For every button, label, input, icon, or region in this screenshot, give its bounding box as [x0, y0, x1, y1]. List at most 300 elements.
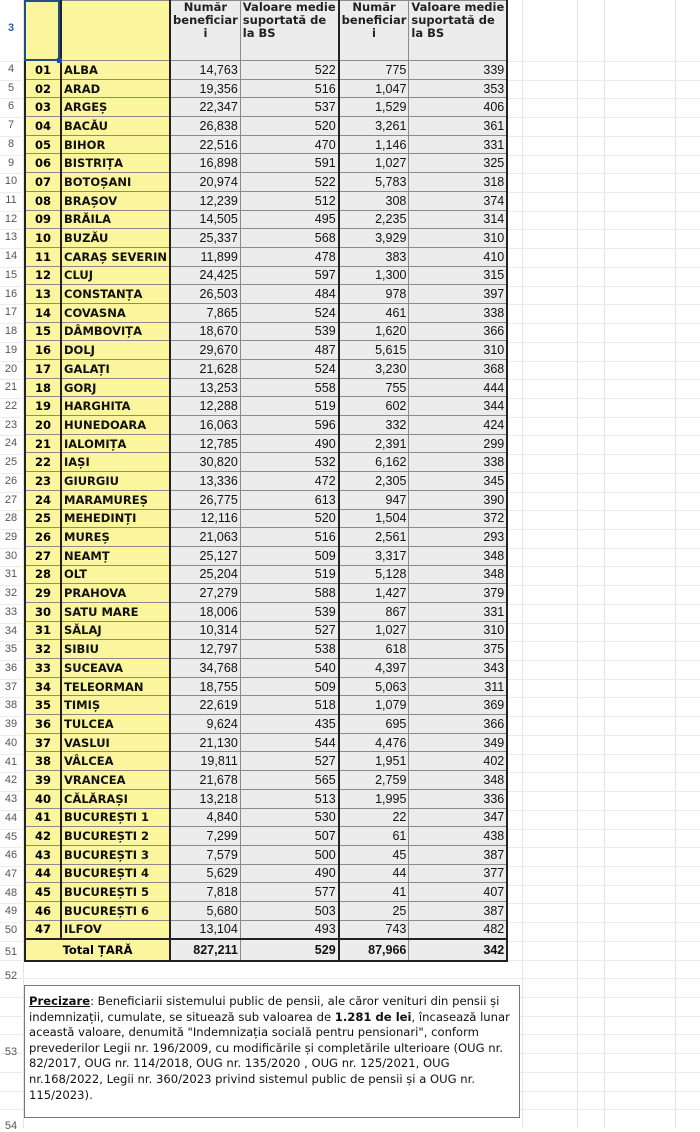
beneficiaries-1-cell[interactable]: 25,127: [170, 546, 240, 565]
header-cell-name[interactable]: [61, 1, 170, 61]
row-header[interactable]: 52: [4, 970, 18, 982]
beneficiaries-1-cell[interactable]: 25,204: [170, 565, 240, 584]
row-header[interactable]: 12: [4, 212, 18, 225]
county-name-cell[interactable]: DOLJ: [61, 341, 170, 360]
county-name-cell[interactable]: BUCUREȘTI 1: [61, 808, 170, 827]
county-name-cell[interactable]: SIBIU: [61, 640, 170, 659]
avg-value-1-cell[interactable]: 539: [240, 602, 338, 621]
total-avg-value-1[interactable]: 529: [240, 939, 338, 961]
avg-value-2-cell[interactable]: 310: [409, 229, 507, 248]
avg-value-2-cell[interactable]: 366: [409, 715, 507, 734]
avg-value-1-cell[interactable]: 540: [240, 659, 338, 678]
avg-value-1-cell[interactable]: 544: [240, 733, 338, 752]
row-header[interactable]: 8: [7, 137, 15, 150]
county-code-cell[interactable]: 03: [25, 98, 61, 117]
avg-value-2-cell[interactable]: 390: [409, 490, 507, 509]
avg-value-1-cell[interactable]: 500: [240, 845, 338, 864]
county-name-cell[interactable]: ARAD: [61, 79, 170, 98]
county-code-cell[interactable]: 08: [25, 191, 61, 210]
county-code-cell[interactable]: 07: [25, 173, 61, 192]
avg-value-2-cell[interactable]: 344: [409, 397, 507, 416]
county-code-cell[interactable]: 24: [25, 490, 61, 509]
avg-value-2-cell[interactable]: 343: [409, 659, 507, 678]
beneficiaries-1-cell[interactable]: 34,768: [170, 659, 240, 678]
county-code-cell[interactable]: 21: [25, 434, 61, 453]
row-header[interactable]: 20: [4, 362, 18, 375]
row-header[interactable]: 16: [4, 287, 18, 300]
avg-value-1-cell[interactable]: 513: [240, 789, 338, 808]
row-header[interactable]: 31: [4, 568, 18, 581]
county-name-cell[interactable]: GALAȚI: [61, 360, 170, 379]
avg-value-1-cell[interactable]: 520: [240, 509, 338, 528]
beneficiaries-1-cell[interactable]: 7,865: [170, 303, 240, 322]
county-name-cell[interactable]: SATU MARE: [61, 602, 170, 621]
county-name-cell[interactable]: BIHOR: [61, 135, 170, 154]
beneficiaries-2-cell[interactable]: 3,317: [339, 546, 409, 565]
avg-value-2-cell[interactable]: 318: [409, 173, 507, 192]
avg-value-2-cell[interactable]: 348: [409, 771, 507, 790]
county-name-cell[interactable]: MARAMUREȘ: [61, 490, 170, 509]
county-name-cell[interactable]: TULCEA: [61, 715, 170, 734]
avg-value-2-cell[interactable]: 438: [409, 827, 507, 846]
row-header[interactable]: 28: [4, 512, 18, 525]
avg-value-1-cell[interactable]: 597: [240, 266, 338, 285]
total-avg-value-2[interactable]: 342: [409, 939, 507, 961]
county-code-cell[interactable]: 13: [25, 285, 61, 304]
beneficiaries-1-cell[interactable]: 21,130: [170, 733, 240, 752]
header-cell-avg-value-1[interactable]: Valoare medie suportată de la BS: [240, 1, 338, 61]
county-name-cell[interactable]: ARGEȘ: [61, 98, 170, 117]
beneficiaries-1-cell[interactable]: 29,670: [170, 341, 240, 360]
beneficiaries-2-cell[interactable]: 44: [339, 864, 409, 883]
county-code-cell[interactable]: 23: [25, 472, 61, 491]
avg-value-1-cell[interactable]: 435: [240, 715, 338, 734]
beneficiaries-1-cell[interactable]: 9,624: [170, 715, 240, 734]
avg-value-2-cell[interactable]: 325: [409, 154, 507, 173]
beneficiaries-2-cell[interactable]: 867: [339, 602, 409, 621]
avg-value-1-cell[interactable]: 470: [240, 135, 338, 154]
beneficiaries-1-cell[interactable]: 11,899: [170, 247, 240, 266]
avg-value-2-cell[interactable]: 353: [409, 79, 507, 98]
beneficiaries-1-cell[interactable]: 22,347: [170, 98, 240, 117]
beneficiaries-2-cell[interactable]: 3,929: [339, 229, 409, 248]
beneficiaries-1-cell[interactable]: 12,116: [170, 509, 240, 528]
beneficiaries-2-cell[interactable]: 461: [339, 303, 409, 322]
county-name-cell[interactable]: BISTRIȚA: [61, 154, 170, 173]
header-cell-code[interactable]: [25, 1, 61, 61]
header-cell-avg-value-2[interactable]: Valoare medie suportată de la BS: [409, 1, 507, 61]
county-code-cell[interactable]: 06: [25, 154, 61, 173]
avg-value-2-cell[interactable]: 339: [409, 61, 507, 80]
avg-value-2-cell[interactable]: 361: [409, 117, 507, 136]
row-header[interactable]: 10: [4, 175, 18, 188]
beneficiaries-1-cell[interactable]: 22,516: [170, 135, 240, 154]
avg-value-1-cell[interactable]: 484: [240, 285, 338, 304]
avg-value-1-cell[interactable]: 519: [240, 565, 338, 584]
avg-value-1-cell[interactable]: 493: [240, 920, 338, 939]
avg-value-1-cell[interactable]: 509: [240, 546, 338, 565]
avg-value-1-cell[interactable]: 522: [240, 173, 338, 192]
row-header[interactable]: 18: [4, 325, 18, 338]
county-name-cell[interactable]: DÂMBOVIȚA: [61, 322, 170, 341]
beneficiaries-2-cell[interactable]: 4,476: [339, 733, 409, 752]
avg-value-2-cell[interactable]: 366: [409, 322, 507, 341]
county-name-cell[interactable]: COVASNA: [61, 303, 170, 322]
county-code-cell[interactable]: 40: [25, 789, 61, 808]
avg-value-1-cell[interactable]: 532: [240, 453, 338, 472]
avg-value-1-cell[interactable]: 558: [240, 378, 338, 397]
beneficiaries-1-cell[interactable]: 18,006: [170, 602, 240, 621]
county-code-cell[interactable]: 47: [25, 920, 61, 939]
beneficiaries-1-cell[interactable]: 18,670: [170, 322, 240, 341]
avg-value-2-cell[interactable]: 375: [409, 640, 507, 659]
beneficiaries-2-cell[interactable]: 1,529: [339, 98, 409, 117]
row-header[interactable]: 13: [4, 231, 18, 244]
beneficiaries-1-cell[interactable]: 13,336: [170, 472, 240, 491]
row-header[interactable]: 11: [5, 194, 17, 207]
avg-value-2-cell[interactable]: 397: [409, 285, 507, 304]
avg-value-2-cell[interactable]: 347: [409, 808, 507, 827]
beneficiaries-2-cell[interactable]: 947: [339, 490, 409, 509]
beneficiaries-1-cell[interactable]: 7,818: [170, 883, 240, 902]
county-name-cell[interactable]: SĂLAJ: [61, 621, 170, 640]
county-name-cell[interactable]: BRĂILA: [61, 210, 170, 229]
beneficiaries-1-cell[interactable]: 7,579: [170, 845, 240, 864]
county-code-cell[interactable]: 15: [25, 322, 61, 341]
county-code-cell[interactable]: 34: [25, 677, 61, 696]
beneficiaries-2-cell[interactable]: 695: [339, 715, 409, 734]
beneficiaries-1-cell[interactable]: 22,619: [170, 696, 240, 715]
beneficiaries-2-cell[interactable]: 1,027: [339, 621, 409, 640]
county-code-cell[interactable]: 37: [25, 733, 61, 752]
row-header[interactable]: 26: [4, 474, 18, 487]
county-code-cell[interactable]: 41: [25, 808, 61, 827]
beneficiaries-1-cell[interactable]: 12,785: [170, 434, 240, 453]
row-header[interactable]: 30: [4, 549, 18, 562]
county-name-cell[interactable]: IAȘI: [61, 453, 170, 472]
avg-value-1-cell[interactable]: 588: [240, 584, 338, 603]
county-code-cell[interactable]: 19: [25, 397, 61, 416]
beneficiaries-1-cell[interactable]: 30,820: [170, 453, 240, 472]
row-header[interactable]: 6: [7, 100, 15, 113]
county-name-cell[interactable]: GORJ: [61, 378, 170, 397]
beneficiaries-2-cell[interactable]: 332: [339, 416, 409, 435]
beneficiaries-2-cell[interactable]: 383: [339, 247, 409, 266]
beneficiaries-1-cell[interactable]: 14,505: [170, 210, 240, 229]
avg-value-1-cell[interactable]: 577: [240, 883, 338, 902]
avg-value-2-cell[interactable]: 377: [409, 864, 507, 883]
beneficiaries-2-cell[interactable]: 2,759: [339, 771, 409, 790]
county-code-cell[interactable]: 20: [25, 416, 61, 435]
beneficiaries-2-cell[interactable]: 1,047: [339, 79, 409, 98]
beneficiaries-2-cell[interactable]: 5,128: [339, 565, 409, 584]
row-header[interactable]: 21: [4, 381, 18, 394]
avg-value-1-cell[interactable]: 568: [240, 229, 338, 248]
beneficiaries-1-cell[interactable]: 5,629: [170, 864, 240, 883]
county-code-cell[interactable]: 14: [25, 303, 61, 322]
avg-value-1-cell[interactable]: 490: [240, 434, 338, 453]
row-header[interactable]: 25: [4, 456, 18, 469]
avg-value-2-cell[interactable]: 293: [409, 528, 507, 547]
avg-value-2-cell[interactable]: 424: [409, 416, 507, 435]
avg-value-1-cell[interactable]: 613: [240, 490, 338, 509]
county-code-cell[interactable]: 44: [25, 864, 61, 883]
county-code-cell[interactable]: 26: [25, 528, 61, 547]
avg-value-1-cell[interactable]: 524: [240, 303, 338, 322]
county-code-cell[interactable]: 32: [25, 640, 61, 659]
beneficiaries-1-cell[interactable]: 12,288: [170, 397, 240, 416]
avg-value-1-cell[interactable]: 516: [240, 79, 338, 98]
row-header[interactable]: 46: [4, 849, 18, 862]
county-code-cell[interactable]: 46: [25, 901, 61, 920]
beneficiaries-2-cell[interactable]: 308: [339, 191, 409, 210]
avg-value-1-cell[interactable]: 507: [240, 827, 338, 846]
row-header[interactable]: 33: [4, 605, 18, 618]
county-name-cell[interactable]: BUZĂU: [61, 229, 170, 248]
beneficiaries-2-cell[interactable]: 755: [339, 378, 409, 397]
row-header[interactable]: 51: [4, 945, 18, 958]
beneficiaries-2-cell[interactable]: 2,391: [339, 434, 409, 453]
avg-value-2-cell[interactable]: 338: [409, 453, 507, 472]
row-header[interactable]: 7: [7, 119, 15, 132]
beneficiaries-2-cell[interactable]: 1,620: [339, 322, 409, 341]
avg-value-1-cell[interactable]: 518: [240, 696, 338, 715]
avg-value-2-cell[interactable]: 368: [409, 360, 507, 379]
county-code-cell[interactable]: 36: [25, 715, 61, 734]
note-cell[interactable]: [24, 985, 520, 1118]
row-header[interactable]: 41: [4, 755, 18, 768]
beneficiaries-2-cell[interactable]: 1,504: [339, 509, 409, 528]
beneficiaries-2-cell[interactable]: 5,063: [339, 677, 409, 696]
beneficiaries-1-cell[interactable]: 16,898: [170, 154, 240, 173]
avg-value-2-cell[interactable]: 331: [409, 135, 507, 154]
county-code-cell[interactable]: 22: [25, 453, 61, 472]
beneficiaries-2-cell[interactable]: 1,027: [339, 154, 409, 173]
avg-value-2-cell[interactable]: 314: [409, 210, 507, 229]
county-code-cell[interactable]: 18: [25, 378, 61, 397]
beneficiaries-2-cell[interactable]: 22: [339, 808, 409, 827]
avg-value-1-cell[interactable]: 530: [240, 808, 338, 827]
county-name-cell[interactable]: BUCUREȘTI 5: [61, 883, 170, 902]
county-name-cell[interactable]: CONSTANȚA: [61, 285, 170, 304]
avg-value-1-cell[interactable]: 596: [240, 416, 338, 435]
avg-value-1-cell[interactable]: 490: [240, 864, 338, 883]
avg-value-2-cell[interactable]: 338: [409, 303, 507, 322]
county-code-cell[interactable]: 16: [25, 341, 61, 360]
avg-value-1-cell[interactable]: 509: [240, 677, 338, 696]
total-beneficiaries-2[interactable]: 87,966: [339, 939, 409, 961]
row-header[interactable]: 27: [4, 493, 18, 506]
avg-value-1-cell[interactable]: 520: [240, 117, 338, 136]
avg-value-2-cell[interactable]: 410: [409, 247, 507, 266]
row-header[interactable]: 3: [7, 22, 15, 34]
row-header[interactable]: 9: [7, 156, 15, 169]
avg-value-1-cell[interactable]: 472: [240, 472, 338, 491]
beneficiaries-1-cell[interactable]: 20,974: [170, 173, 240, 192]
county-code-cell[interactable]: 01: [25, 61, 61, 80]
avg-value-2-cell[interactable]: 482: [409, 920, 507, 939]
avg-value-1-cell[interactable]: 487: [240, 341, 338, 360]
beneficiaries-2-cell[interactable]: 25: [339, 901, 409, 920]
beneficiaries-1-cell[interactable]: 4,840: [170, 808, 240, 827]
beneficiaries-2-cell[interactable]: 61: [339, 827, 409, 846]
county-code-cell[interactable]: 09: [25, 210, 61, 229]
county-name-cell[interactable]: CLUJ: [61, 266, 170, 285]
row-header[interactable]: 5: [7, 81, 15, 94]
avg-value-1-cell[interactable]: 512: [240, 191, 338, 210]
beneficiaries-2-cell[interactable]: 1,951: [339, 752, 409, 771]
beneficiaries-1-cell[interactable]: 18,755: [170, 677, 240, 696]
row-header[interactable]: 53: [4, 1046, 18, 1058]
county-name-cell[interactable]: ILFOV: [61, 920, 170, 939]
row-header[interactable]: 40: [4, 736, 18, 749]
beneficiaries-1-cell[interactable]: 26,838: [170, 117, 240, 136]
county-name-cell[interactable]: NEAMȚ: [61, 546, 170, 565]
beneficiaries-1-cell[interactable]: 5,680: [170, 901, 240, 920]
county-name-cell[interactable]: MEHEDINȚI: [61, 509, 170, 528]
avg-value-2-cell[interactable]: 348: [409, 565, 507, 584]
county-name-cell[interactable]: BRAȘOV: [61, 191, 170, 210]
row-header[interactable]: 22: [4, 399, 18, 412]
county-name-cell[interactable]: HARGHITA: [61, 397, 170, 416]
county-code-cell[interactable]: 35: [25, 696, 61, 715]
beneficiaries-2-cell[interactable]: 41: [339, 883, 409, 902]
total-label-cell[interactable]: Total ȚARĂ: [25, 939, 170, 961]
avg-value-1-cell[interactable]: 522: [240, 61, 338, 80]
county-code-cell[interactable]: 45: [25, 883, 61, 902]
row-header[interactable]: 35: [4, 643, 18, 656]
row-header[interactable]: 4: [7, 63, 15, 75]
row-header[interactable]: 36: [4, 662, 18, 675]
beneficiaries-2-cell[interactable]: 5,783: [339, 173, 409, 192]
beneficiaries-1-cell[interactable]: 21,628: [170, 360, 240, 379]
beneficiaries-1-cell[interactable]: 26,503: [170, 285, 240, 304]
row-header[interactable]: 37: [4, 680, 18, 693]
avg-value-2-cell[interactable]: 407: [409, 883, 507, 902]
county-name-cell[interactable]: HUNEDOARA: [61, 416, 170, 435]
row-header[interactable]: 47: [4, 867, 18, 880]
county-name-cell[interactable]: MUREȘ: [61, 528, 170, 547]
avg-value-2-cell[interactable]: 299: [409, 434, 507, 453]
avg-value-1-cell[interactable]: 503: [240, 901, 338, 920]
avg-value-2-cell[interactable]: 387: [409, 901, 507, 920]
avg-value-2-cell[interactable]: 402: [409, 752, 507, 771]
county-name-cell[interactable]: VÂLCEA: [61, 752, 170, 771]
avg-value-1-cell[interactable]: 565: [240, 771, 338, 790]
county-name-cell[interactable]: ALBA: [61, 61, 170, 80]
county-name-cell[interactable]: SUCEAVA: [61, 659, 170, 678]
beneficiaries-1-cell[interactable]: 19,811: [170, 752, 240, 771]
county-code-cell[interactable]: 28: [25, 565, 61, 584]
beneficiaries-2-cell[interactable]: 5,615: [339, 341, 409, 360]
county-code-cell[interactable]: 12: [25, 266, 61, 285]
avg-value-1-cell[interactable]: 519: [240, 397, 338, 416]
county-code-cell[interactable]: 30: [25, 602, 61, 621]
county-code-cell[interactable]: 11: [25, 247, 61, 266]
avg-value-2-cell[interactable]: 374: [409, 191, 507, 210]
row-header[interactable]: 34: [4, 624, 18, 637]
avg-value-2-cell[interactable]: 348: [409, 546, 507, 565]
county-name-cell[interactable]: GIURGIU: [61, 472, 170, 491]
beneficiaries-2-cell[interactable]: 2,561: [339, 528, 409, 547]
beneficiaries-1-cell[interactable]: 24,425: [170, 266, 240, 285]
row-header[interactable]: 39: [4, 718, 18, 731]
row-header[interactable]: 32: [4, 587, 18, 600]
county-name-cell[interactable]: BACĂU: [61, 117, 170, 136]
beneficiaries-2-cell[interactable]: 4,397: [339, 659, 409, 678]
county-code-cell[interactable]: 27: [25, 546, 61, 565]
county-name-cell[interactable]: BOTOȘANI: [61, 173, 170, 192]
row-header[interactable]: 29: [4, 531, 18, 543]
county-name-cell[interactable]: PRAHOVA: [61, 584, 170, 603]
beneficiaries-1-cell[interactable]: 10,314: [170, 621, 240, 640]
avg-value-2-cell[interactable]: 406: [409, 98, 507, 117]
header-cell-beneficiaries-1[interactable]: Număr beneficiar i: [170, 1, 240, 61]
avg-value-2-cell[interactable]: 310: [409, 341, 507, 360]
beneficiaries-2-cell[interactable]: 775: [339, 61, 409, 80]
beneficiaries-1-cell[interactable]: 21,678: [170, 771, 240, 790]
avg-value-2-cell[interactable]: 311: [409, 677, 507, 696]
county-code-cell[interactable]: 04: [25, 117, 61, 136]
county-code-cell[interactable]: 43: [25, 845, 61, 864]
row-header[interactable]: 42: [4, 774, 18, 787]
county-name-cell[interactable]: BUCUREȘTI 4: [61, 864, 170, 883]
beneficiaries-2-cell[interactable]: 3,230: [339, 360, 409, 379]
beneficiaries-1-cell[interactable]: 27,279: [170, 584, 240, 603]
beneficiaries-1-cell[interactable]: 19,356: [170, 79, 240, 98]
avg-value-2-cell[interactable]: 387: [409, 845, 507, 864]
beneficiaries-2-cell[interactable]: 2,305: [339, 472, 409, 491]
avg-value-2-cell[interactable]: 372: [409, 509, 507, 528]
beneficiaries-1-cell[interactable]: 7,299: [170, 827, 240, 846]
county-code-cell[interactable]: 31: [25, 621, 61, 640]
county-code-cell[interactable]: 05: [25, 135, 61, 154]
beneficiaries-1-cell[interactable]: 13,218: [170, 789, 240, 808]
beneficiaries-2-cell[interactable]: 618: [339, 640, 409, 659]
beneficiaries-1-cell[interactable]: 13,253: [170, 378, 240, 397]
county-name-cell[interactable]: IALOMIȚA: [61, 434, 170, 453]
avg-value-1-cell[interactable]: 516: [240, 528, 338, 547]
beneficiaries-1-cell[interactable]: 12,797: [170, 640, 240, 659]
row-header[interactable]: 54: [4, 1120, 18, 1132]
beneficiaries-2-cell[interactable]: 1,300: [339, 266, 409, 285]
county-code-cell[interactable]: 25: [25, 509, 61, 528]
avg-value-1-cell[interactable]: 527: [240, 752, 338, 771]
county-name-cell[interactable]: BUCUREȘTI 3: [61, 845, 170, 864]
avg-value-1-cell[interactable]: 495: [240, 210, 338, 229]
county-code-cell[interactable]: 17: [25, 360, 61, 379]
county-name-cell[interactable]: TIMIȘ: [61, 696, 170, 715]
beneficiaries-1-cell[interactable]: 14,763: [170, 61, 240, 80]
county-code-cell[interactable]: 42: [25, 827, 61, 846]
avg-value-2-cell[interactable]: 349: [409, 733, 507, 752]
beneficiaries-2-cell[interactable]: 1,427: [339, 584, 409, 603]
row-header[interactable]: 15: [4, 268, 18, 281]
row-header[interactable]: 24: [4, 437, 18, 450]
avg-value-1-cell[interactable]: 538: [240, 640, 338, 659]
row-header[interactable]: 49: [4, 905, 18, 918]
row-header[interactable]: 43: [4, 793, 18, 806]
county-name-cell[interactable]: VRANCEA: [61, 771, 170, 790]
avg-value-1-cell[interactable]: 524: [240, 360, 338, 379]
beneficiaries-1-cell[interactable]: 25,337: [170, 229, 240, 248]
county-name-cell[interactable]: OLT: [61, 565, 170, 584]
beneficiaries-1-cell[interactable]: 21,063: [170, 528, 240, 547]
avg-value-1-cell[interactable]: 539: [240, 322, 338, 341]
row-header[interactable]: 14: [4, 250, 18, 263]
county-name-cell[interactable]: BUCUREȘTI 6: [61, 901, 170, 920]
county-code-cell[interactable]: 10: [25, 229, 61, 248]
